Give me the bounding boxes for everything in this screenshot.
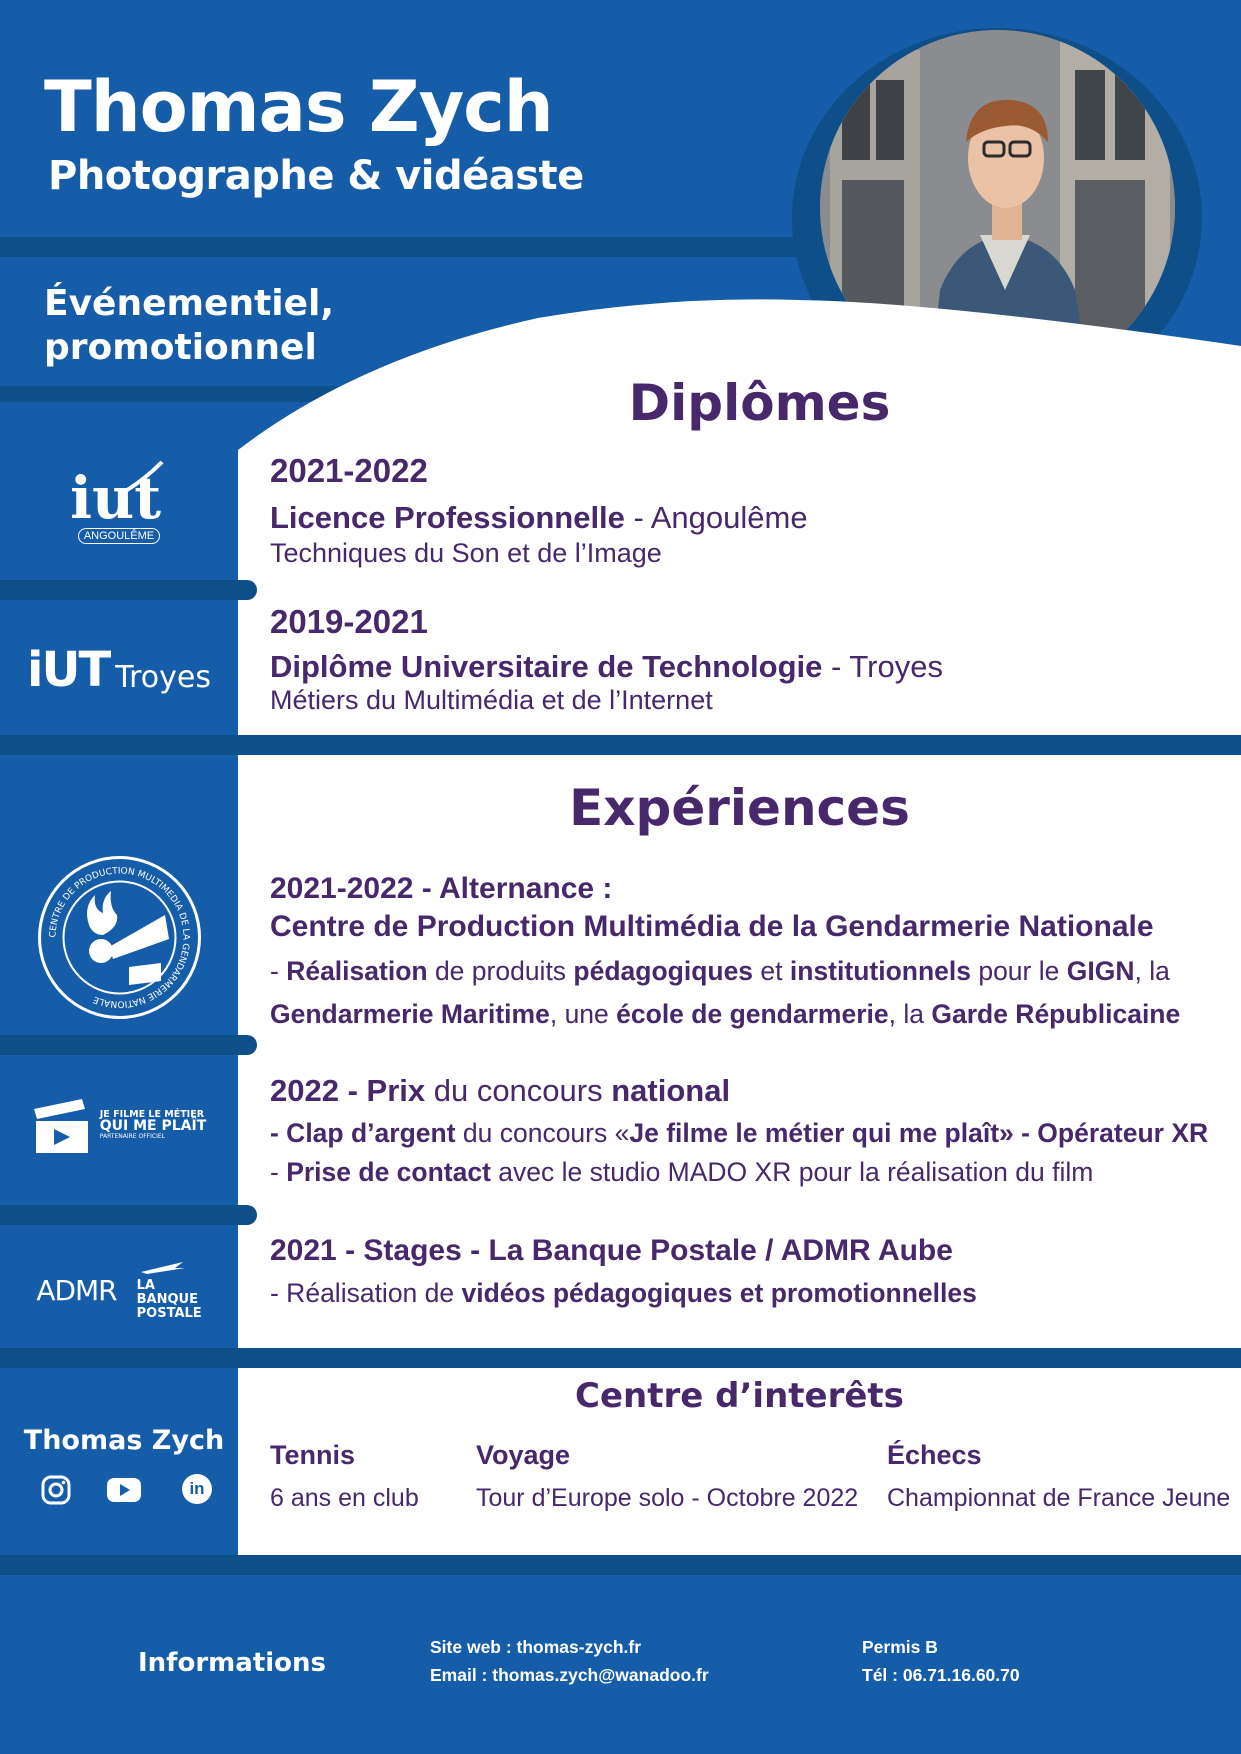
interest-value: Championnat de France Jeune — [887, 1484, 1231, 1512]
social-block — [0, 1425, 238, 1456]
footer-website[interactable]: Site web : thomas-zych.fr — [430, 1637, 642, 1657]
diploma-degree-line — [270, 500, 808, 536]
experience-line: - Réalisation de vidéos pédagogiques et promotionnelles — [270, 1278, 977, 1308]
section-title-interests: Centre d’interêts — [575, 1376, 904, 1416]
seal-ring-text: CENTRE DE PRODUCTION MULTIMEDIA DE LA GENDARMERIE NATIONALE — [47, 866, 191, 1009]
interest-value: Tour d’Europe solo - Octobre 2022 — [476, 1484, 859, 1512]
iut-logo-mark — [64, 456, 174, 526]
banque-postale-bird-icon — [137, 1260, 187, 1276]
admr-logo: ADMR — [36, 1273, 117, 1307]
footer-contact — [430, 1633, 709, 1689]
diploma-years: 2021-2022 — [270, 452, 428, 489]
gendarmerie-seal-icon — [37, 855, 202, 1020]
diploma-field: Métiers du Multimédia et de l’Internet — [270, 685, 713, 715]
banque-postale-logo: LA BANQUE POSTALE — [137, 1260, 202, 1321]
header-stripe — [0, 237, 830, 257]
person-name: Thomas Zych — [44, 66, 553, 148]
job-title: Photographe & vidéaste — [48, 153, 584, 199]
footer-extra — [862, 1633, 1020, 1689]
diploma-entry-1 — [270, 452, 808, 569]
experience-heading-1: 2021-2022 - Alternance : — [270, 872, 613, 905]
section-title-experiences: Expériences — [569, 779, 910, 837]
gendarmerie-logo — [0, 855, 238, 1020]
interest-tennis — [270, 1440, 419, 1513]
iut-troyes-city: Troyes — [115, 659, 211, 695]
iut-troyes-logo — [0, 620, 238, 720]
diploma-degree: Diplôme Universitaire de Technologie — [270, 649, 823, 684]
je-filme-le-metier-logo — [0, 1085, 238, 1165]
footer-permis: Permis B — [862, 1637, 938, 1657]
diploma-years: 2019-2021 — [270, 603, 428, 640]
footer-phone[interactable]: Tél : 06.71.16.60.70 — [862, 1665, 1020, 1685]
iut-angouleme-logo — [0, 440, 238, 560]
experience-line: Gendarmerie Maritime, une école de gendarmerie, la Garde Républicaine — [270, 999, 1181, 1029]
clapperboard-icon — [32, 1095, 92, 1155]
interest-voyage — [476, 1440, 858, 1513]
experience-line: - Réalisation de produits pédagogiques et institutionnels pour le GIGN, la — [270, 956, 1170, 986]
diploma-degree-line — [270, 649, 943, 685]
iut-angouleme-label: ANGOULÊME — [78, 528, 160, 544]
interest-echecs — [887, 1440, 1230, 1513]
divider-pill — [0, 1205, 257, 1225]
experience-heading: 2021 - Stages - La Banque Postale / ADMR Aube — [270, 1234, 953, 1267]
iut-logo-text: iut — [70, 464, 161, 526]
diploma-entry-2 — [270, 603, 943, 716]
separator-diplomes-experiences — [0, 735, 1241, 755]
interest-title: Tennis — [270, 1440, 356, 1470]
experience-heading: 2022 - Prix du concours national — [270, 1073, 731, 1108]
admr-banque-postale-logos — [0, 1250, 238, 1330]
linkedin-glyph: in — [189, 1479, 205, 1498]
footer-label: Informations — [138, 1648, 327, 1678]
interest-title: Échecs — [887, 1440, 982, 1470]
diploma-degree: Licence Professionnelle — [270, 500, 625, 535]
diploma-field: Techniques du Son et de l’Image — [270, 538, 662, 568]
interest-title: Voyage — [476, 1440, 571, 1470]
experience-line: - Clap d’argent du concours «Je filme le métier qui me plaît» - Opérateur XR — [270, 1118, 1209, 1148]
social-name: Thomas Zych — [23, 1425, 225, 1456]
footer-email[interactable]: Email : thomas.zych@wanadoo.fr — [430, 1665, 709, 1685]
divider-pill — [0, 1035, 257, 1055]
diploma-place: - Angoulême — [624, 500, 808, 535]
experience-entry-3 — [270, 1234, 977, 1309]
linkedin-icon[interactable] — [182, 1474, 212, 1504]
experience-entry-1 — [270, 872, 1180, 1030]
je-filme-logo-text: JE FILME LE MÉTIER QUI ME PLAÎT PARTENAIRE OFFICIEL — [99, 1108, 207, 1141]
interest-value: 6 ans en club — [270, 1484, 419, 1512]
instagram-icon[interactable] — [40, 1474, 72, 1511]
tagline-line-1: Événementiel, — [44, 283, 335, 324]
youtube-icon[interactable] — [106, 1476, 142, 1509]
experience-heading-2: Centre de Production Multimédia de la Gendarmerie Nationale — [270, 910, 1154, 943]
divider-pill — [0, 580, 257, 600]
experience-entry-2 — [270, 1073, 1208, 1188]
separator-experiences-interests — [0, 1348, 1241, 1368]
separator-interests-footer — [0, 1555, 1241, 1575]
tagline-line-2: promotionnel — [44, 327, 317, 368]
experience-line: - Prise de contact avec le studio MADO XR pour la réalisation du film — [270, 1157, 1094, 1187]
diploma-place: - Troyes — [822, 649, 943, 684]
section-title-diplomes: Diplômes — [628, 374, 891, 432]
iut-troyes-mark: iUT — [27, 642, 110, 698]
